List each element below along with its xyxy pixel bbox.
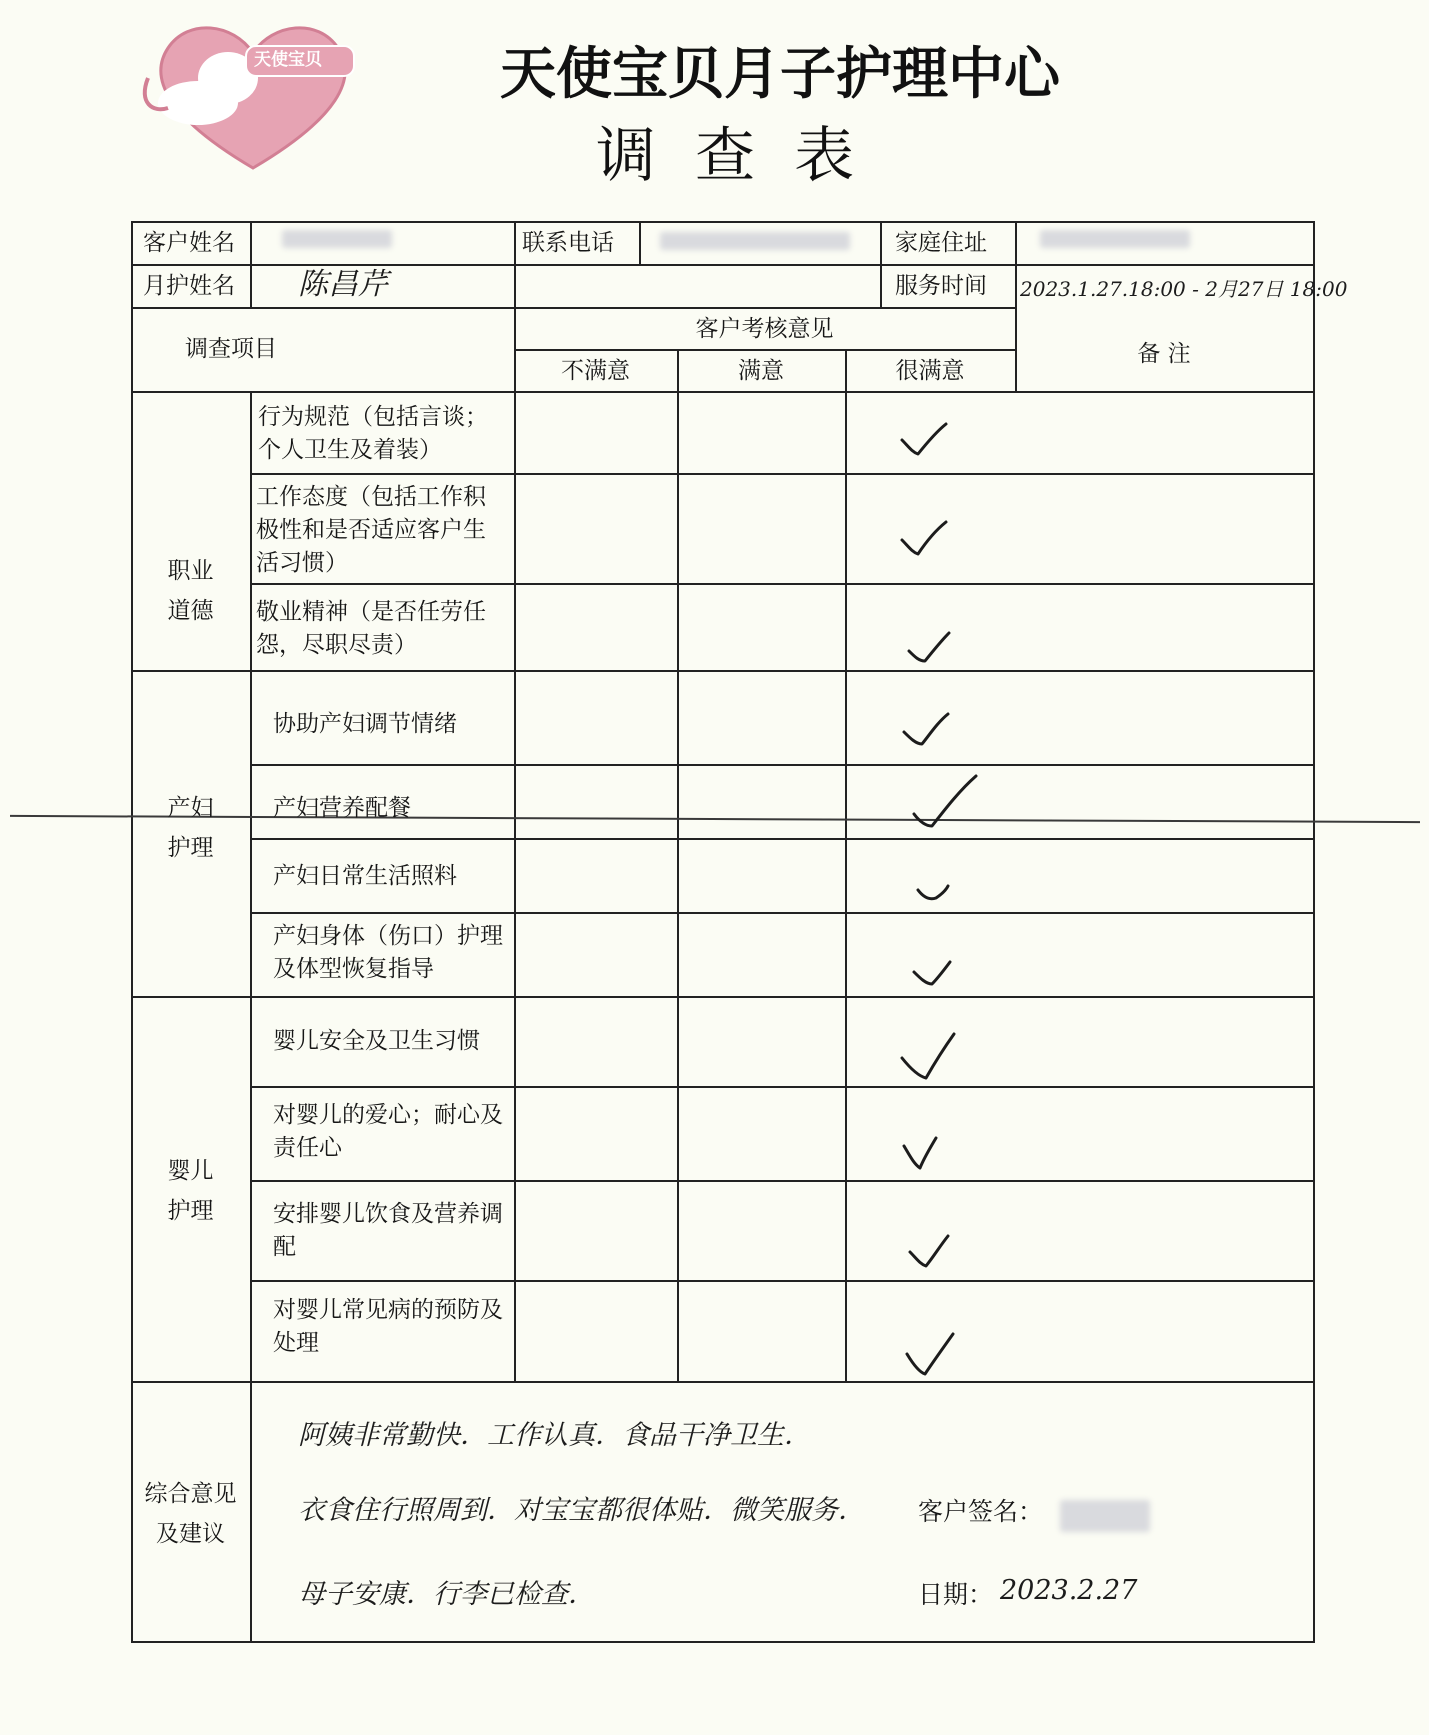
checkmark-icon [898, 518, 950, 560]
summary-comment-line-3: 母子安康．行李已检查． [298, 1579, 595, 1610]
customer-signature-redacted [1060, 1500, 1150, 1532]
customer-name-redacted [282, 230, 392, 248]
summary-label: 综合意见 及建议 [144, 1481, 237, 1547]
checkmark-icon [905, 625, 957, 667]
address-label: 家庭住址 [895, 230, 987, 256]
checkmark-icon [906, 1230, 958, 1272]
date-label: 日期： [918, 1580, 994, 1609]
survey-items-header: 调查项目 [185, 336, 277, 362]
address-redacted [1040, 230, 1190, 248]
group-label-maternal-care: 产妇 护理 [167, 795, 214, 861]
checkmark-icon [900, 710, 952, 752]
customer-name-label: 客户姓名 [143, 230, 235, 256]
item-text: 工作态度（包括工作积极性和是否适应客户生活习惯） [256, 484, 486, 576]
col-unsatisfied-header: 不满意 [561, 358, 630, 384]
item-text: 产妇日常生活照料 [273, 863, 457, 889]
checkmark-icon [903, 1330, 959, 1380]
date-value: 2023.2.27 [1000, 1575, 1138, 1606]
col-satisfied-header: 满意 [738, 358, 784, 384]
customer-signature-label: 客户签名： [918, 1497, 1044, 1526]
service-time-label: 服务时间 [895, 273, 987, 299]
col-very-satisfied-header: 很满意 [895, 358, 965, 384]
item-text: 产妇身体（伤口）护理及体型恢复指导 [273, 923, 503, 982]
checkmark-icon [910, 950, 962, 992]
summary-comment-line-1: 阿姨非常勤快．工作认真．食品干净卫生． [298, 1420, 811, 1451]
item-text: 安排婴儿饮食及营养调配 [273, 1201, 503, 1260]
nurse-name-label: 月护姓名 [143, 273, 235, 299]
checkmark-icon [912, 872, 964, 914]
item-text: 敬业精神（是否任劳任怨，尽职尽责） [256, 599, 486, 658]
checkmark-icon [910, 772, 980, 832]
remarks-header: 备 注 [1137, 341, 1191, 367]
item-text: 对婴儿常见病的预防及处理 [273, 1297, 503, 1356]
item-text: 协助产妇调节情绪 [273, 711, 457, 737]
summary-comment-line-2: 衣食住行照周到．对宝宝都很体贴．微笑服务． [298, 1495, 865, 1526]
document-subtitle: 调 查 表 [595, 121, 865, 191]
group-label-professional-ethics: 职业 道德 [167, 558, 214, 624]
document-title: 天使宝贝月子护理中心 [500, 42, 1060, 107]
checkmark-icon [898, 1030, 958, 1085]
phone-label: 联系电话 [522, 230, 614, 256]
item-text: 对婴儿的爱心；耐心及责任心 [273, 1102, 503, 1161]
logo-text: 天使宝贝 [254, 50, 322, 70]
opinion-header: 客户考核意见 [695, 316, 834, 342]
group-label-infant-care: 婴儿 护理 [167, 1158, 214, 1224]
item-text: 婴儿安全及卫生习惯 [273, 1028, 480, 1054]
phone-redacted [660, 232, 850, 250]
checkmark-icon [900, 1132, 952, 1174]
item-text: 行为规范（包括言谈；个人卫生及着装） [258, 404, 488, 463]
checkmark-icon [898, 420, 950, 462]
nurse-name-value: 陈昌芹 [298, 267, 388, 302]
item-text: 产妇营养配餐 [273, 795, 411, 821]
service-time-value: 2023.1.27.18:00 - 2月27日 18:00 [1020, 277, 1348, 301]
